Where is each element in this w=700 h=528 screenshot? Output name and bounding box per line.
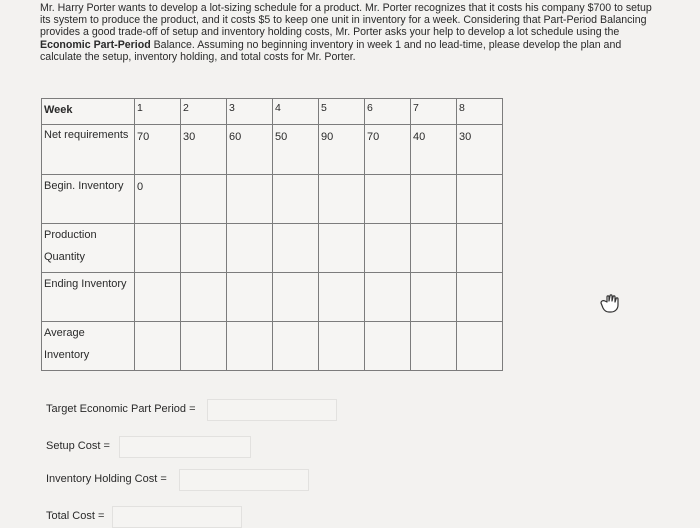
setup-cost-label: Setup Cost =	[46, 440, 110, 452]
net-requirement-cell: 40	[411, 125, 457, 175]
ending-inventory-cell[interactable]	[365, 273, 411, 322]
average-inventory-cell[interactable]	[181, 322, 227, 371]
production-quantity-cell[interactable]	[319, 224, 365, 273]
ending-inventory-cell[interactable]	[319, 273, 365, 322]
begin-inventory-cell[interactable]	[319, 175, 365, 224]
week-number: 7	[411, 99, 457, 125]
production-quantity-cell[interactable]	[411, 224, 457, 273]
ending-inventory-cell[interactable]	[273, 273, 319, 322]
production-quantity-cell[interactable]	[365, 224, 411, 273]
net-requirement-cell: 70	[135, 125, 181, 175]
production-quantity-row	[42, 224, 503, 273]
ending-inventory-cell[interactable]	[227, 273, 273, 322]
ending-inventory-label: Ending Inventory	[42, 273, 135, 322]
net-requirements-row	[42, 125, 503, 175]
production-quantity-cell[interactable]	[273, 224, 319, 273]
average-inventory-cell[interactable]	[135, 322, 181, 371]
average-inventory-cell[interactable]	[365, 322, 411, 371]
ending-inventory-cell[interactable]	[457, 273, 503, 322]
problem-text-part-2: Balance. Assuming no beginning inventory in week 1 and no lead-time, please develop the plan and calculate the setup, inventory holding, and total costs for Mr. Porter.	[40, 38, 622, 63]
production-quantity-cell[interactable]	[181, 224, 227, 273]
week-number: 6	[365, 99, 411, 125]
problem-text-bold: Economic Part-Period	[40, 38, 151, 51]
begin-inventory-cell[interactable]	[273, 175, 319, 224]
week-number: 2	[181, 99, 227, 125]
week-number: 3	[227, 99, 273, 125]
production-quantity-cell[interactable]	[457, 224, 503, 273]
holding-cost-label: Inventory Holding Cost =	[46, 473, 167, 485]
total-cost-input[interactable]	[112, 506, 242, 528]
ending-inventory-cell[interactable]	[181, 273, 227, 322]
week-number: 1	[135, 99, 181, 125]
ending-inventory-cell[interactable]	[411, 273, 457, 322]
ending-inventory-row	[42, 273, 503, 322]
begin-inventory-label: Begin. Inventory	[42, 175, 135, 224]
lot-sizing-table	[41, 98, 503, 371]
begin-inventory-cell[interactable]	[181, 175, 227, 224]
week-number: 5	[319, 99, 365, 125]
net-requirement-cell: 50	[273, 125, 319, 175]
week-number: 8	[457, 99, 503, 125]
net-requirement-cell: 70	[365, 125, 411, 175]
average-inventory-cell[interactable]	[411, 322, 457, 371]
average-inventory-cell[interactable]	[457, 322, 503, 371]
begin-inventory-cell[interactable]	[365, 175, 411, 224]
net-requirements-label: Net requirements	[42, 125, 135, 175]
problem-text-part-1: Mr. Harry Porter wants to develop a lot-sizing schedule for a product. Mr. Porter recognizes that it costs his company $700 to setup its system to produce the product, and it costs $5 to keep one unit in inventory for a week. Considering that Part-Period Balancing provides a good trade-off of setup and inventory holding costs, Mr. Porter asks your help to develop a lot schedule using the	[40, 2, 652, 39]
production-quantity-cell[interactable]	[227, 224, 273, 273]
average-inventory-row	[42, 322, 503, 371]
week-number: 4	[273, 99, 319, 125]
production-quantity-cell[interactable]	[135, 224, 181, 273]
begin-inventory-cell[interactable]	[411, 175, 457, 224]
epp-label: Target Economic Part Period =	[46, 403, 196, 415]
average-inventory-label: Average Inventory	[42, 322, 135, 371]
begin-inventory-row	[42, 175, 503, 224]
holding-cost-input[interactable]	[179, 469, 309, 491]
production-quantity-label: Production Quantity	[42, 224, 135, 273]
problem-statement	[40, 2, 660, 63]
begin-inventory-cell[interactable]	[457, 175, 503, 224]
ending-inventory-cell[interactable]	[135, 273, 181, 322]
begin-inventory-cell[interactable]	[227, 175, 273, 224]
setup-cost-input[interactable]	[119, 436, 251, 458]
average-inventory-cell[interactable]	[319, 322, 365, 371]
average-inventory-cell[interactable]	[227, 322, 273, 371]
net-requirement-cell: 60	[227, 125, 273, 175]
average-inventory-cell[interactable]	[273, 322, 319, 371]
net-requirement-cell: 30	[457, 125, 503, 175]
week-header-row	[42, 99, 503, 125]
hand-pointer-icon	[598, 292, 624, 314]
net-requirement-cell: 90	[319, 125, 365, 175]
net-requirement-cell: 30	[181, 125, 227, 175]
begin-inventory-cell[interactable]: 0	[135, 175, 181, 224]
week-header-label: Week	[42, 99, 135, 125]
total-cost-label: Total Cost =	[46, 510, 105, 522]
epp-input[interactable]	[207, 399, 337, 421]
